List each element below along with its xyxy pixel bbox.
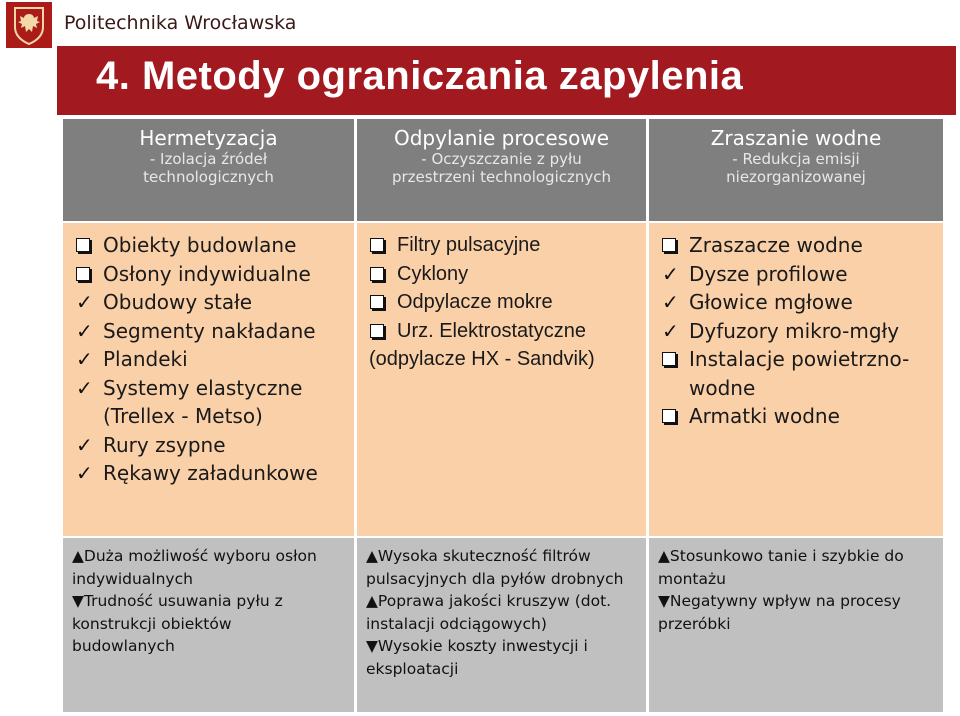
- list-item: ✓ Dyfuzory mikro-mgły: [662, 318, 900, 343]
- list-item: ✓ Rury zsypne: [76, 432, 226, 457]
- column-body-odpylanie: [357, 223, 646, 536]
- column-heading: Zraszanie wodne: [710, 126, 882, 150]
- list-item-text: Odpylacze mokre: [397, 291, 553, 313]
- list-item: [661, 231, 943, 260]
- list-item: [661, 402, 943, 431]
- list-item-text: Dyfuzory mikro-mgły: [689, 318, 900, 343]
- list-item: ✓ Plandeki: [76, 347, 188, 371]
- column-subheading: niezorganizowanej: [726, 168, 866, 186]
- list-item: [661, 374, 943, 403]
- list-item-text: Instalacje powietrzno-: [689, 347, 910, 371]
- list-item-text: (odpylacze HX - Sandvik): [369, 348, 595, 370]
- list-item: [369, 231, 646, 260]
- column-subheading: - Izolacja źródeł: [149, 150, 268, 168]
- list-item: [661, 345, 943, 374]
- list-item-text: wodne: [689, 375, 756, 400]
- list-item-text: Segmenty nakładane: [103, 318, 316, 343]
- column-footer-hermetyzacja: [63, 538, 354, 712]
- university-logo: [6, 2, 52, 48]
- column-body-hermetyzacja: [63, 223, 354, 536]
- comparison-table: [63, 119, 943, 712]
- footer-line: ▼Trudność usuwania pyłu z: [72, 592, 283, 610]
- column-footer-odpylanie: [357, 538, 646, 712]
- column-footer-zraszanie: [649, 538, 943, 712]
- footer-line: ▲Stosunkowo tanie i szybkie do: [658, 547, 904, 565]
- list-item-text: Rury zsypne: [103, 432, 226, 457]
- list-item: ✓ Segmenty nakładane: [76, 318, 316, 343]
- column-body-zraszanie: [649, 223, 943, 536]
- method-list: [63, 223, 354, 488]
- footer-line: indywidualnych: [72, 569, 193, 588]
- footer-line: ▲Duża możliwość wyboru osłon: [72, 547, 317, 565]
- list-item-text: Obudowy stałe: [103, 290, 253, 314]
- list-item: ✓ Systemy elastyczne: [76, 375, 303, 400]
- footer-line: ▲Poprawa jakości kruszyw (dot.: [366, 592, 612, 610]
- list-item: [369, 288, 646, 317]
- list-item: [369, 345, 646, 374]
- eagle-crest-icon: [12, 5, 46, 45]
- list-item-text: (Trellex - Metso): [103, 404, 263, 428]
- footer-line: instalacji odciągowych): [366, 614, 547, 633]
- footer-line: ▲Wysoka skuteczność filtrów: [366, 547, 591, 565]
- column-header-hermetyzacja: [63, 119, 354, 221]
- column-heading: Odpylanie procesowe: [393, 126, 609, 150]
- list-item-text: Dysze profilowe: [689, 261, 848, 286]
- slide-title: 4. Metody ograniczania zapylenia: [96, 54, 744, 98]
- list-item: [75, 402, 354, 431]
- list-item-text: Urz. Elektrostatyczne: [397, 319, 586, 342]
- column-header-zraszanie: [649, 119, 943, 221]
- list-item-text: Cyklony: [397, 262, 469, 285]
- list-item-text: Plandeki: [103, 347, 188, 371]
- column-heading: Hermetyzacja: [139, 126, 278, 150]
- footer-line: eksploatacji: [366, 659, 459, 678]
- footer-line: pulsacyjnych dla pyłów drobnych: [366, 569, 624, 588]
- column-subheading: - Oczyszczanie z pyłu: [421, 150, 582, 168]
- list-item-text: Obiekty budowlane: [103, 233, 297, 257]
- list-item: ✓ Rękawy załadunkowe: [76, 461, 318, 485]
- footer-line: budowlanych: [72, 637, 175, 655]
- list-item-text: Zraszacze wodne: [689, 233, 863, 257]
- column-subheading: - Redukcja emisji: [732, 150, 860, 168]
- list-item: ✓ Dysze profilowe: [662, 261, 848, 286]
- column-header-odpylanie: [357, 119, 646, 221]
- list-item-text: Głowice mgłowe: [689, 290, 853, 314]
- column-subheading: technologicznych: [143, 168, 274, 186]
- footer-line: ▼Wysokie koszty inwestycji i: [366, 637, 588, 655]
- list-item: [75, 231, 354, 260]
- list-item-text: Systemy elastyczne: [103, 375, 303, 400]
- list-item: ✓ Obudowy stałe: [76, 290, 253, 314]
- list-item: [75, 260, 354, 289]
- footer-line: ▼Negatywny wpływ na procesy: [658, 592, 901, 610]
- university-name: Politechnika Wrocławska: [64, 12, 297, 34]
- method-list: [649, 223, 943, 431]
- footer-line: konstrukcji obiektów: [72, 614, 232, 633]
- list-item: ✓ Głowice mgłowe: [662, 290, 853, 314]
- footer-line: przeróbki: [658, 614, 731, 633]
- column-subheading: przestrzeni technologicznych: [391, 168, 612, 186]
- list-item-text: Armatki wodne: [689, 404, 840, 428]
- footer-line: montażu: [658, 569, 726, 588]
- list-item-text: Filtry pulsacyjne: [397, 234, 541, 256]
- list-item: [369, 317, 646, 346]
- list-item-text: Rękawy załadunkowe: [103, 461, 318, 485]
- method-list: [357, 223, 646, 374]
- list-item-text: Osłony indywidualne: [103, 261, 311, 286]
- list-item: [369, 260, 646, 289]
